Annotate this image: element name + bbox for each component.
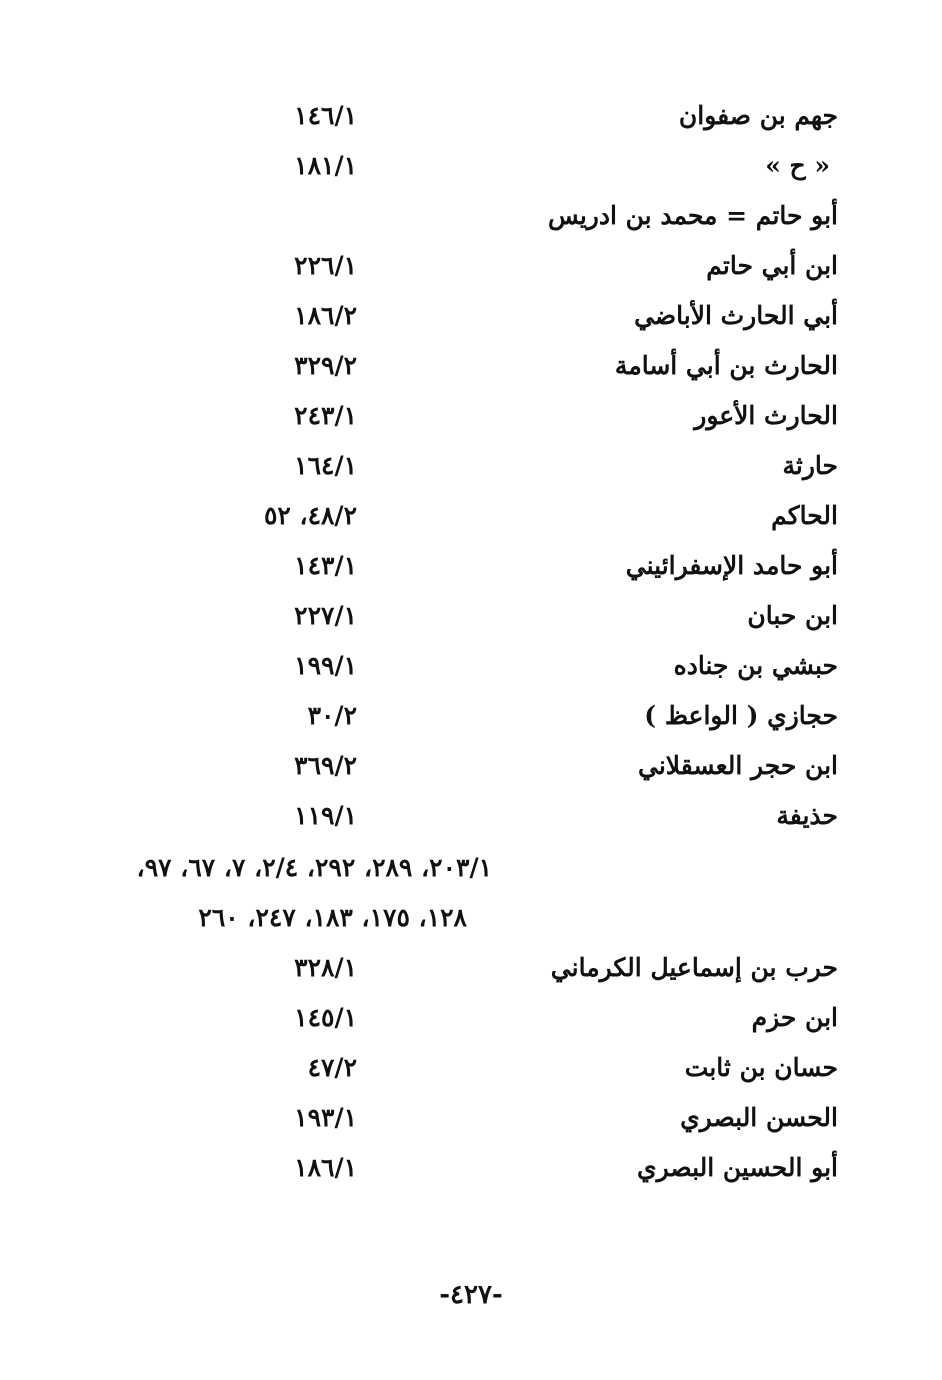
- entry-name: حجازي ( الواعظ ): [644, 701, 838, 730]
- entry-name: أبو حامد الإسفرائيني: [625, 551, 838, 580]
- index-entry: [0, 596, 942, 640]
- entry-ref: ٣٢٩/٢: [294, 351, 357, 380]
- index-entry: [0, 346, 942, 390]
- entry-name: الحارث الأعور: [694, 401, 838, 430]
- entry-name: حرب بن إسماعيل الكرماني: [550, 953, 838, 982]
- entry-name: حارثة: [782, 451, 838, 480]
- index-entry: [0, 96, 942, 140]
- index-entry: [0, 196, 942, 240]
- index-entry: [0, 1148, 942, 1192]
- index-entry: [0, 1098, 942, 1142]
- entry-name: حذيفة: [776, 801, 838, 830]
- index-entry: [0, 746, 942, 790]
- index-entry: [0, 246, 942, 290]
- entry-name: أبو حاتم = محمد بن ادريس: [547, 201, 838, 230]
- index-entry: [0, 998, 942, 1042]
- entry-ref: ١٤٣/١: [294, 551, 357, 580]
- index-entry: [0, 296, 942, 340]
- index-entry: [0, 796, 942, 840]
- index-entry: [0, 446, 942, 490]
- entry-name: جهم بن صفوان: [678, 101, 838, 130]
- entry-name: ابن حجر العسقلاني: [637, 751, 838, 780]
- index-entry: [0, 1048, 942, 1092]
- index-entry: [0, 948, 942, 992]
- entry-ref-continuation: ٢٠٣/١، ٢٨٩، ٢٩٢، ٢/٤، ٧، ٦٧، ٩٧،: [136, 853, 492, 882]
- index-entry: [0, 146, 942, 190]
- entry-name: حبشي بن جناده: [673, 651, 838, 680]
- entry-ref: ١٩٣/١: [294, 1103, 357, 1132]
- entry-ref: ١٤٦/١: [294, 101, 357, 130]
- entry-ref: ٣٢٨/١: [294, 953, 357, 982]
- section-letter-heading: « ح »: [765, 151, 830, 180]
- entry-ref: ١٨٦/٢: [294, 301, 357, 330]
- entry-name: أبي الحارث الأباضي: [634, 301, 838, 330]
- entry-ref: ١٦٤/١: [294, 451, 357, 480]
- entry-name: الحارث بن أبي أسامة: [614, 351, 838, 380]
- entry-name: ابن أبي حاتم: [706, 251, 838, 280]
- entry-name: أبو الحسين البصري: [637, 1153, 838, 1182]
- entry-ref: ١١٩/١: [294, 801, 357, 830]
- index-entry: [0, 496, 942, 540]
- entry-ref: ١٨٦/١: [294, 1153, 357, 1182]
- entry-ref-continuation: ١٢٨، ١٧٥، ١٨٣، ٢٤٧، ٢٦٠: [198, 903, 467, 932]
- entry-name: الحسن البصري: [680, 1103, 838, 1132]
- index-entry: [0, 396, 942, 440]
- entry-ref: ٢٢٦/١: [294, 251, 357, 280]
- entry-ref: ١٤٥/١: [294, 1003, 357, 1032]
- page-number: -٤٢٧-: [439, 1280, 503, 1310]
- entry-ref: ٢٢٧/١: [294, 601, 357, 630]
- entry-ref: ١٨١/١: [294, 151, 357, 180]
- index-entry: [0, 696, 942, 740]
- entry-name: الحاكم: [771, 501, 838, 530]
- index-entry: [0, 646, 942, 690]
- entry-ref: ٤٧/٢: [307, 1053, 357, 1082]
- entry-name: حسان بن ثابت: [684, 1053, 838, 1082]
- entry-name: ابن حزم: [751, 1003, 838, 1032]
- entry-ref: ٣٠/٢: [307, 701, 357, 730]
- entry-ref: ٢٤٣/١: [294, 401, 357, 430]
- entry-name: ابن حبان: [747, 601, 838, 630]
- entry-ref: ٤٨/٢، ٥٢: [263, 501, 357, 530]
- entry-ref: ١٩٩/١: [294, 651, 357, 680]
- entry-ref: ٣٦٩/٢: [294, 751, 357, 780]
- index-entry: [0, 546, 942, 590]
